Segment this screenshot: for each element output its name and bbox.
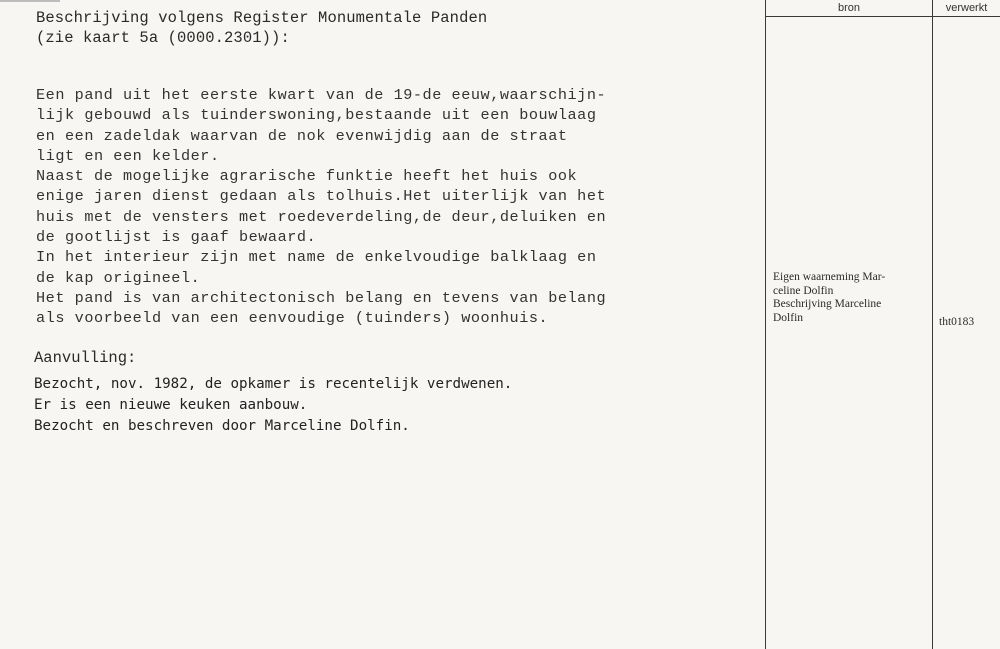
verwerkt-column-header: verwerkt [945,2,988,14]
table-border-divider [932,0,933,649]
body-line: en een zadeldak waarvan de nok evenwijdig aan de straat [36,126,568,145]
aanvulling-title: Aanvulling: [34,349,137,367]
aanvulling-line: Er is een nieuwe keuken aanbouw. [34,397,308,413]
body-line: huis met de vensters met roedeverdeling,de deur,deluiken en [36,207,607,226]
description-body [36,85,756,329]
description-column [36,8,756,329]
body-line: de gootlijst is gaaf bewaard. [36,228,317,247]
body-line: Een pand uit het eerste kwart van de 19-de eeuw,waarschijn- [36,86,607,104]
body-line: lijk gebouwd als tuinderswoning,bestaande uit een bouwlaag [36,106,597,125]
heading-line-1: Beschrijving volgens Register Monumentale Panden [36,9,488,27]
body-line: enige jaren dienst gedaan als tolhuis.Het uiterlijk van het [36,187,607,206]
table-border-left [765,0,766,649]
verwerkt-code: tht0183 [939,316,975,328]
body-line: de kap origineel. [36,268,201,287]
bron-line: celine Dolfin [773,284,834,297]
body-line: ligt en een kelder. [36,146,220,165]
heading-line-2: (zie kaart 5a (0000.2301)): [36,29,290,47]
bron-entry [773,271,931,325]
body-line: Het pand is van architectonisch belang en tevens van belang [36,288,607,307]
scan-mark [0,0,60,2]
aanvulling-line: Bezocht, nov. 1982, de opkamer is recentelijk verdwenen. [34,376,513,392]
body-line: In het interieur zijn met name de enkelvoudige balklaag en [36,248,597,267]
body-line: als voorbeeld van een eenvoudige (tuinders) woonhuis. [36,309,549,328]
body-line: Naast de mogelijke agrarische funktie heeft het huis ook [36,167,578,186]
aanvulling-body [34,374,512,437]
aanvulling-line: Bezocht en beschreven door Marceline Dolfin. [34,418,410,434]
bron-line: Eigen waarneming Mar- [773,271,886,283]
bron-column-header: bron [837,2,861,14]
table-header-rule [765,16,1000,17]
bron-line: Beschrijving Marceline [773,298,882,310]
bron-line: Dolfin [773,311,804,324]
